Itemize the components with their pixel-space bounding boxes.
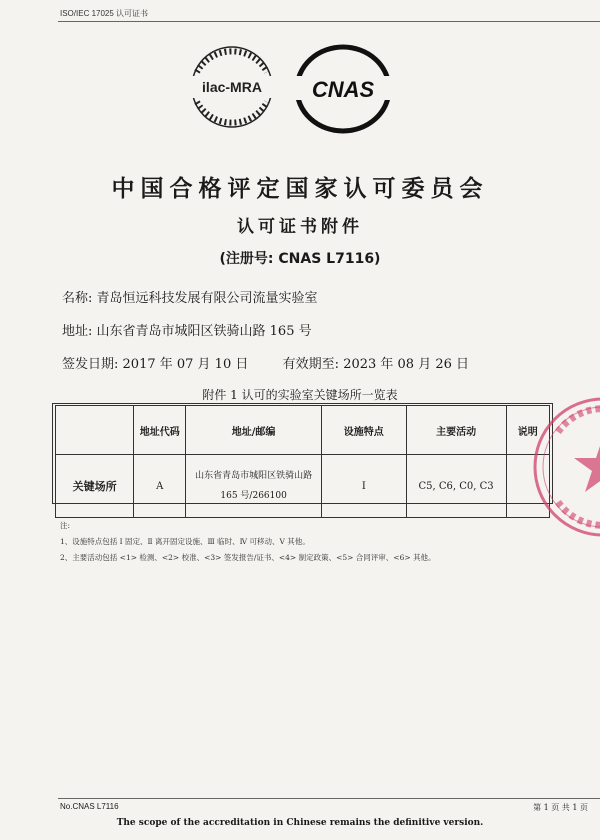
footer-number: No.CNAS L7116	[60, 802, 119, 811]
site-cell: 关键场所	[56, 455, 134, 518]
svg-text:ilac-MRA: ilac-MRA	[202, 79, 262, 95]
header-cell-activities: 主要活动	[406, 406, 506, 455]
header-divider	[58, 21, 600, 22]
valid-until-value: 2023 年 08 月 26 日	[343, 357, 470, 372]
lab-address-line	[62, 320, 312, 339]
name-label: 名称:	[62, 291, 93, 306]
footer-page-number: 第 1 页 共 1 页	[533, 803, 588, 812]
cnas-logo	[293, 44, 393, 134]
facility-cell: Ⅰ	[321, 455, 406, 518]
footer-divider	[58, 798, 600, 799]
notes-line-2: 2、主要活动包括 <1> 检测、<2> 校准、<3> 签发报告/证书、<4> 制定政策、<5> 合同评审、<6> 其他。	[60, 553, 436, 562]
notes-line-1: 1、设施特点包括 Ⅰ 固定、Ⅱ 离开固定设施、Ⅲ 临时、Ⅳ 可移动、Ⅴ 其他。	[60, 537, 310, 546]
valid-until-label: 有效期至:	[282, 357, 340, 372]
address-value: 山东省青岛市城阳区铁骑山路 165 号	[96, 324, 312, 339]
header-text: ISO/IEC 17025 认可证书	[60, 9, 149, 18]
activities-cell: C5, C6, C0, C3	[406, 455, 506, 518]
name-value: 青岛恒远科技发展有限公司流量实验室	[96, 291, 318, 306]
committee-title: 中国合格评定国家认可委员会	[111, 176, 489, 202]
logo-group	[185, 42, 415, 132]
header-cell-code: 地址代码	[134, 406, 186, 455]
code-cell: A	[134, 455, 186, 518]
header-cell-blank	[56, 406, 134, 455]
header-cell-remarks: 说明	[506, 406, 549, 455]
header-cell-facility: 设施特点	[321, 406, 406, 455]
registration-number: (注册号: CNAS L7116)	[219, 251, 381, 267]
address-label: 地址:	[62, 324, 93, 339]
header-cell-address: 地址/邮编	[186, 406, 322, 455]
address-cell: 山东省青岛市城阳区铁骑山路 165 号/266100	[186, 455, 322, 518]
issue-date-value: 2017 年 07 月 10 日	[122, 357, 249, 372]
svg-text:CNAS: CNAS	[311, 77, 375, 102]
date-line	[62, 353, 469, 372]
notes-heading: 注:	[60, 521, 71, 530]
notes-block	[60, 518, 436, 566]
ilac-mra-logo	[185, 42, 280, 132]
certificate-subtitle: 认可证书附件	[237, 217, 363, 237]
official-seal	[528, 392, 600, 542]
issue-date-label: 签发日期:	[62, 357, 119, 372]
lab-name-line	[62, 287, 318, 306]
footer-scope-note: The scope of the accreditation in Chinese remains the definitive version.	[116, 818, 484, 828]
table-caption: 附件 1 认可的实验室关键场所一览表	[202, 388, 398, 402]
table-row	[56, 455, 550, 518]
key-sites-table	[55, 405, 550, 518]
table-header-row	[56, 406, 550, 455]
